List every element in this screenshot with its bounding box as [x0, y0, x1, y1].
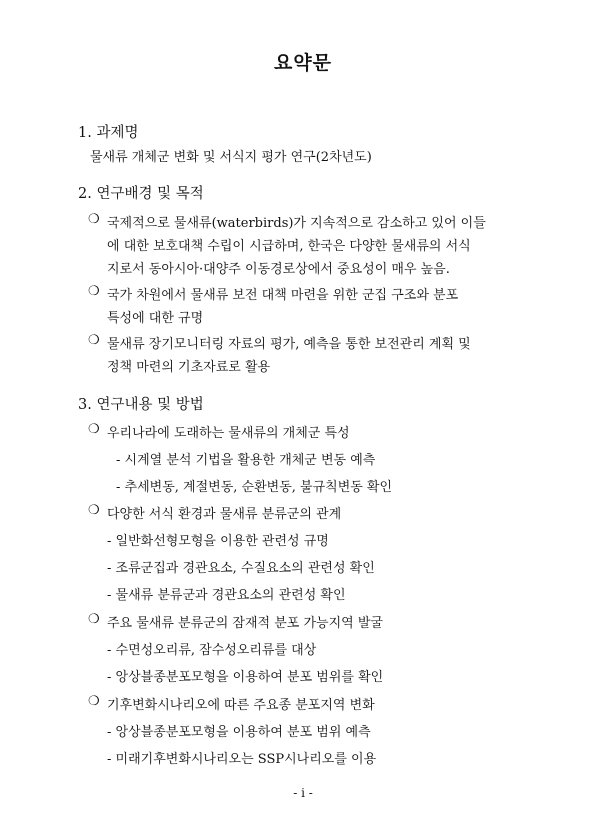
section-1-heading: 1. 과제명 [78, 125, 139, 141]
section-3-group-4-bullet: 기후변화시나리오에 따른 주요종 분포지역 변화 [107, 698, 375, 713]
section-3-group-2-item-3: - 물새류 분류군과 경관요소의 관련성 확인 [107, 588, 346, 603]
bullet-icon: ❍ [88, 694, 100, 709]
section-2-bullet-3-line-1: 물새류 장기모니터링 자료의 평가, 예측을 통한 보전관리 계획 및 [107, 337, 471, 352]
section-3-group-3-item-2: - 앙상블종분포모형을 이용하여 분포 범위를 확인 [107, 670, 384, 685]
bullet-icon: ❍ [88, 612, 100, 627]
bullet-icon: ❍ [88, 284, 100, 299]
section-3-group-2-bullet: 다양한 서식 환경과 물새류 분류군의 관계 [107, 507, 342, 522]
section-2-heading: 2. 연구배경 및 목적 [78, 186, 204, 202]
section-3-group-1-item-2: - 추세변동, 계절변동, 순환변동, 불규칙변동 확인 [116, 480, 393, 495]
section-3-group-3-item-1: - 수면성오리류, 잠수성오리류를 대상 [107, 643, 317, 658]
bullet-icon: ❍ [88, 503, 100, 518]
section-3-group-1-bullet: 우리나라에 도래하는 물새류의 개체군 특성 [107, 426, 350, 441]
section-2-bullet-1-line-2: 에 대한 보호대책 수립이 시급하며, 한국은 다양한 물새류의 서식 [107, 239, 471, 254]
page-title: 요약문 [273, 52, 333, 74]
section-2-bullet-2-line-2: 특성에 대한 규명 [107, 311, 204, 326]
bullet-icon: ❍ [88, 212, 100, 227]
section-3-group-4-item-2: - 미래기후변화시나리오는 SSP시나리오를 이용 [107, 752, 377, 767]
section-2-bullet-1-line-1: 국제적으로 물새류(waterbirds)가 지속적으로 감소하고 있어 이들 [107, 216, 486, 231]
section-3-group-3-bullet: 주요 물새류 분류군의 잠재적 분포 가능지역 발굴 [107, 616, 383, 631]
section-2-bullet-1-line-3: 지로서 동아시아·대양주 이동경로상에서 중요성이 매우 높음. [107, 262, 450, 277]
section-2-bullet-2-line-1: 국가 차원에서 물새류 보전 대책 마련을 위한 군집 구조와 분포 [107, 288, 459, 303]
section-1-body: 물새류 개체군 변화 및 서식지 평가 연구(2차년도) [90, 150, 372, 165]
bullet-icon: ❍ [88, 333, 100, 348]
section-3-group-2-item-1: - 일반화선형모형을 이용한 관련성 규명 [107, 534, 329, 549]
bullet-icon: ❍ [88, 422, 100, 437]
section-3-group-4-item-1: - 앙상블종분포모형을 이용하여 분포 범위 예측 [107, 725, 371, 740]
page-number: - i - [293, 786, 313, 800]
section-3-group-1-item-1: - 시계열 분석 기법을 활용한 개체군 변동 예측 [116, 453, 376, 468]
section-3-heading: 3. 연구내용 및 방법 [78, 397, 204, 413]
section-3-group-2-item-2: - 조류군집과 경관요소, 수질요소의 관련성 확인 [107, 561, 375, 576]
section-2-bullet-3-line-2: 정책 마련의 기초자료로 활용 [107, 360, 271, 375]
